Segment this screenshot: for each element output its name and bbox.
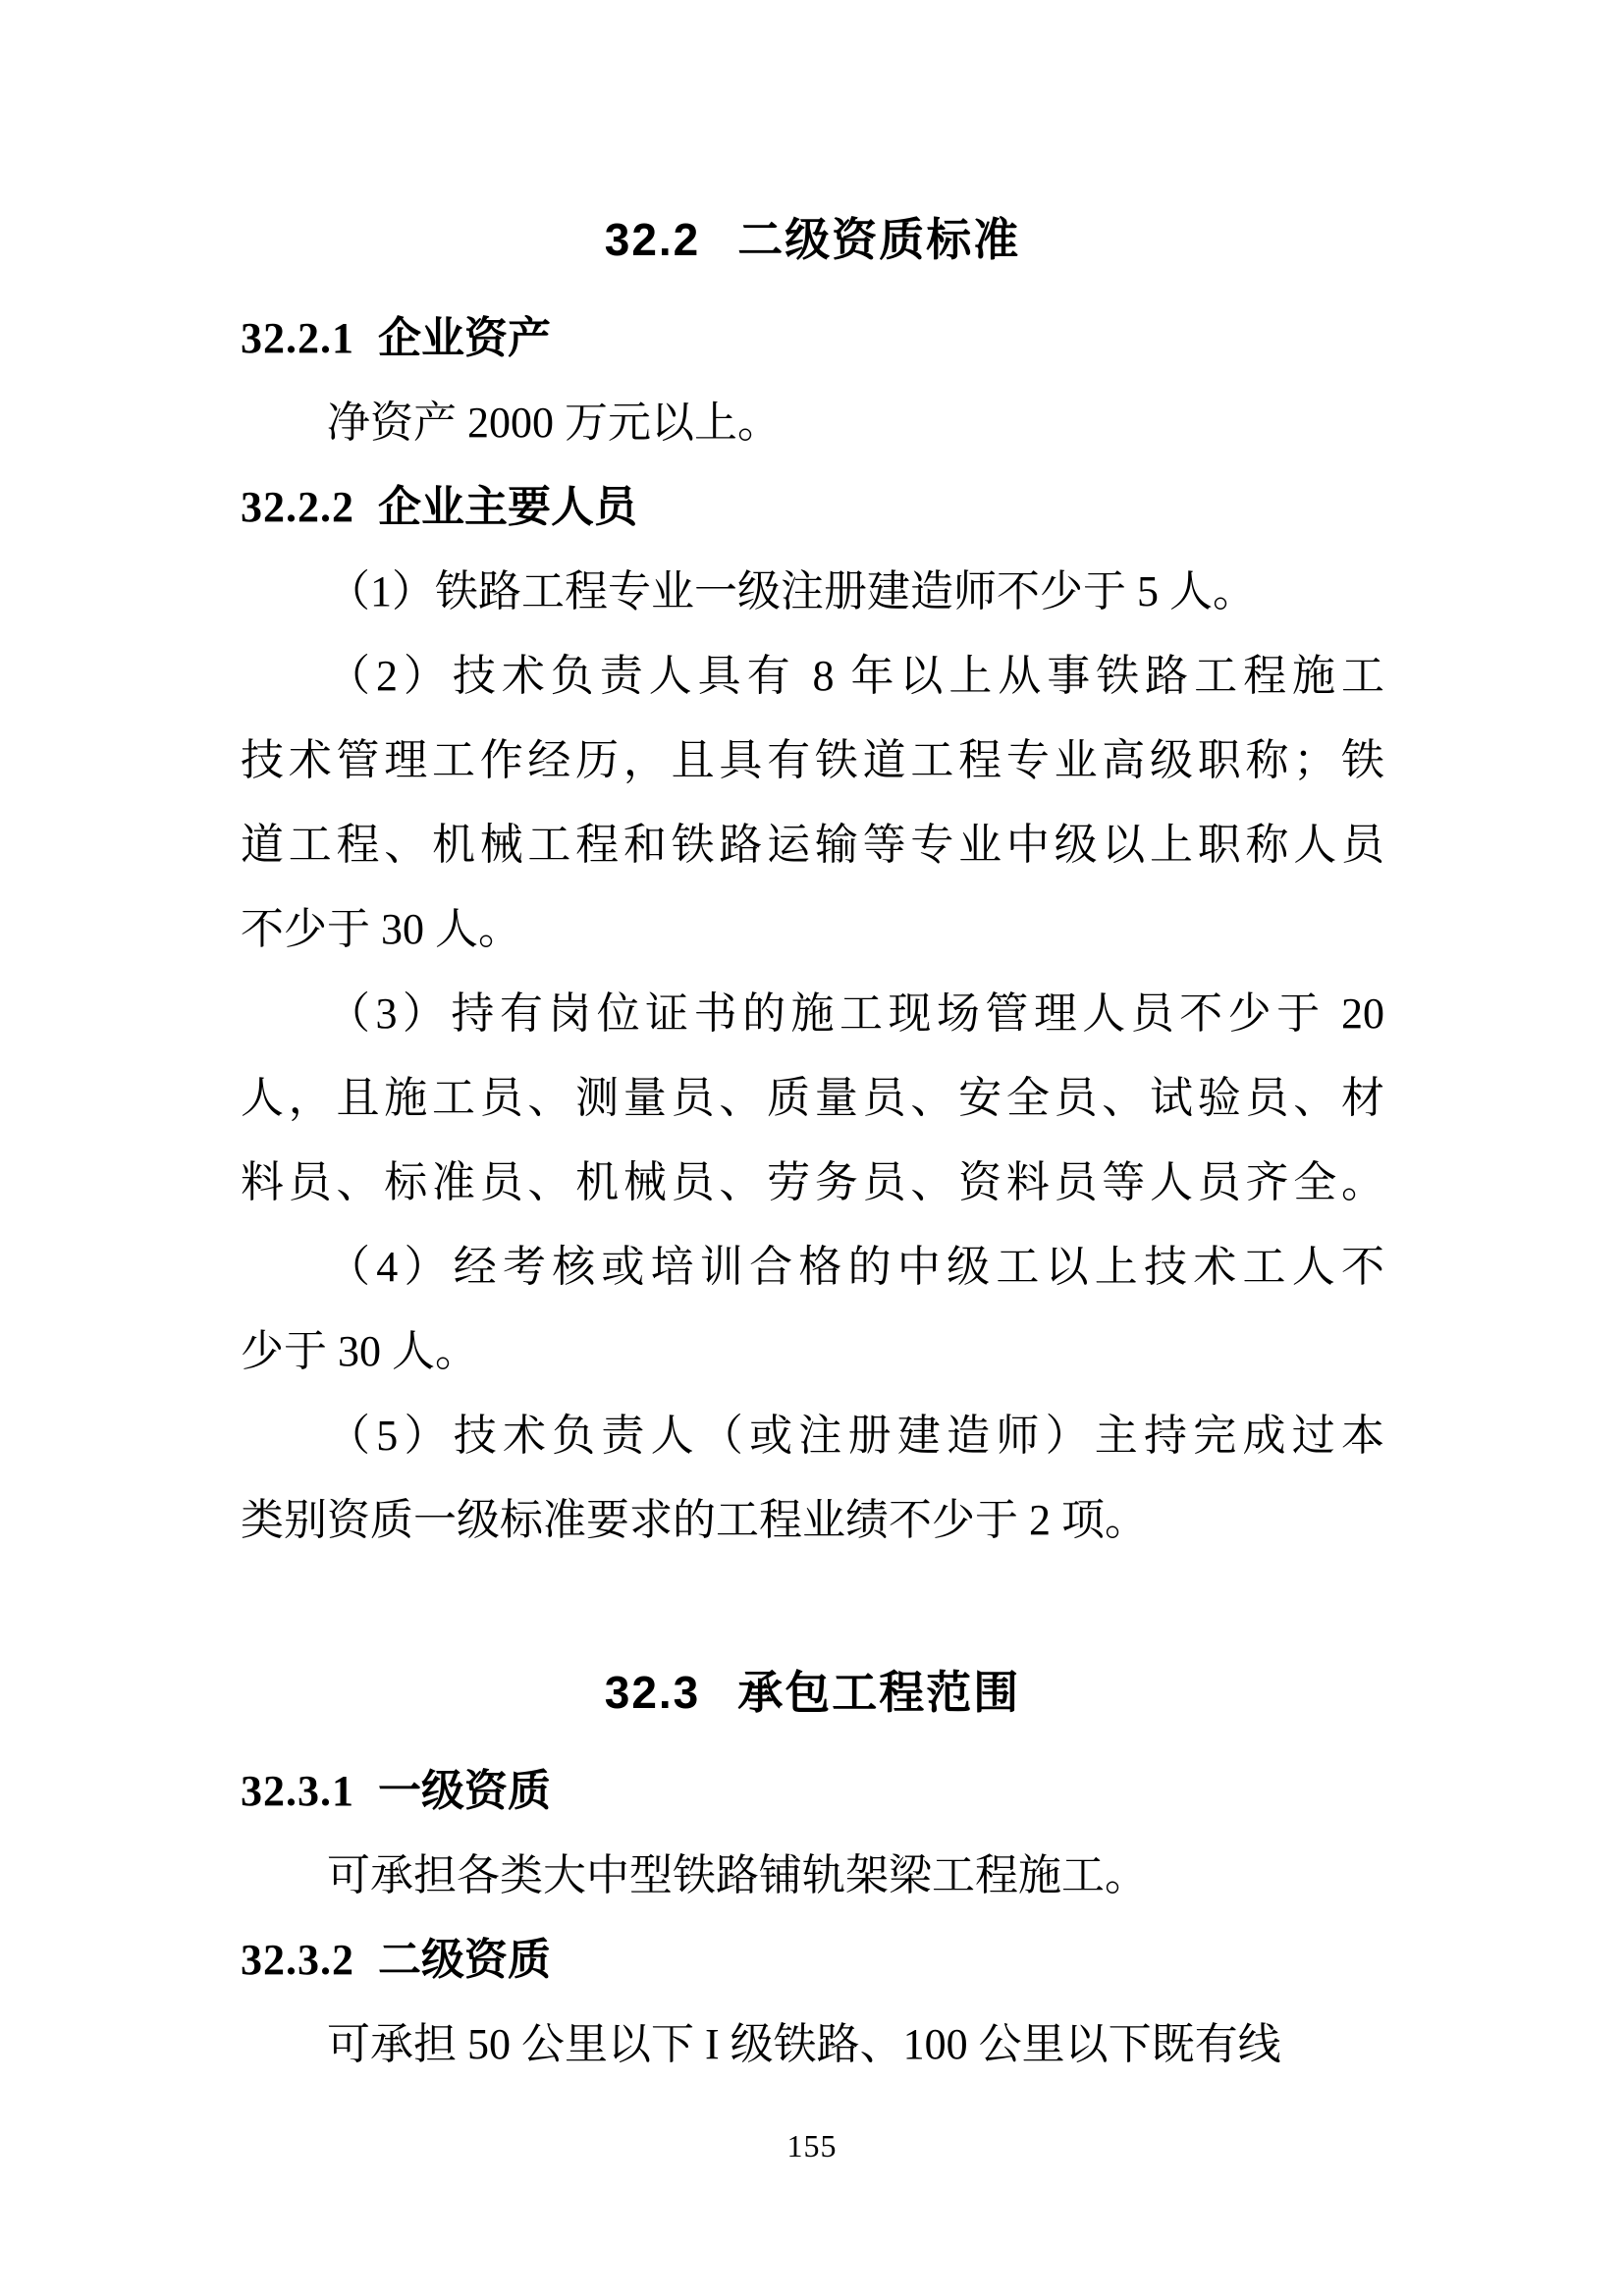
document-body: [241, 208, 1384, 2087]
paragraph: [241, 1394, 1384, 1563]
paragraph-line: 人，且施工员、测量员、质量员、安全员、试验员、材: [241, 1074, 1384, 1122]
paragraph-line: 少于 30 人。: [241, 1327, 478, 1375]
paragraph: [241, 1225, 1384, 1394]
subsection-heading-text: 企业主要人员: [378, 483, 637, 531]
paragraph: [241, 972, 1384, 1225]
paragraph-line: 净资产 2000 万元以上。: [327, 399, 781, 447]
page-footer: [0, 2128, 1624, 2164]
subsection-heading-text: 二级资质: [378, 1936, 551, 1984]
paragraph-line: 类别资质一级标准要求的工程业绩不少于 2 项。: [241, 1496, 1148, 1544]
subsection-heading: [241, 1749, 1384, 1834]
paragraph-line: （4）经考核或培训合格的中级工以上技术工人不: [327, 1243, 1384, 1291]
section-title: [241, 1661, 1384, 1724]
subsection-heading-number: 32.3.2: [241, 1936, 354, 1984]
section-title-text: 承包工程范围: [737, 1667, 1021, 1718]
section-title: [241, 208, 1384, 271]
paragraph: [241, 2002, 1384, 2087]
subsection-heading-number: 32.2.2: [241, 483, 354, 531]
paragraph-line: 料员、标准员、机械员、劳务员、资料员等人员齐全。: [241, 1158, 1384, 1206]
subsection-heading-text: 一级资质: [378, 1767, 551, 1815]
paragraph-line: （5）技术负责人（或注册建造师）主持完成过本: [327, 1412, 1384, 1460]
section-title-number: 32.3: [604, 1667, 701, 1718]
paragraph-line: 道工程、机械工程和铁路运输等专业中级以上职称人员: [241, 821, 1384, 869]
paragraph: [241, 1834, 1384, 1918]
paragraph: [241, 381, 1384, 465]
paragraph: [241, 550, 1384, 634]
section-title-text: 二级资质标准: [737, 214, 1021, 265]
paragraph: [241, 634, 1384, 972]
subsection-heading-number: 32.2.1: [241, 314, 354, 362]
paragraph-line: （2）技术负责人具有 8 年以上从事铁路工程施工: [327, 652, 1384, 700]
paragraph-line: （3）持有岗位证书的施工现场管理人员不少于 20: [327, 989, 1384, 1038]
subsection-heading-number: 32.3.1: [241, 1767, 354, 1815]
paragraph-line: 不少于 30 人。: [241, 905, 521, 953]
paragraph-line: 可承担各类大中型铁路铺轨架梁工程施工。: [327, 1851, 1148, 1899]
subsection-heading-text: 企业资产: [378, 314, 551, 362]
paragraph-line: 可承担 50 公里以下 I 级铁路、100 公里以下既有线: [327, 2020, 1281, 2068]
subsection-heading: [241, 465, 1384, 550]
subsection-heading: [241, 1918, 1384, 2002]
subsection-heading: [241, 296, 1384, 381]
paragraph-line: （1）铁路工程专业一级注册建造师不少于 5 人。: [327, 567, 1256, 615]
section-title-number: 32.2: [604, 214, 701, 265]
page-number: 155: [786, 2128, 838, 2163]
paragraph-line: 技术管理工作经历，且具有铁道工程专业高级职称；铁: [241, 736, 1384, 784]
